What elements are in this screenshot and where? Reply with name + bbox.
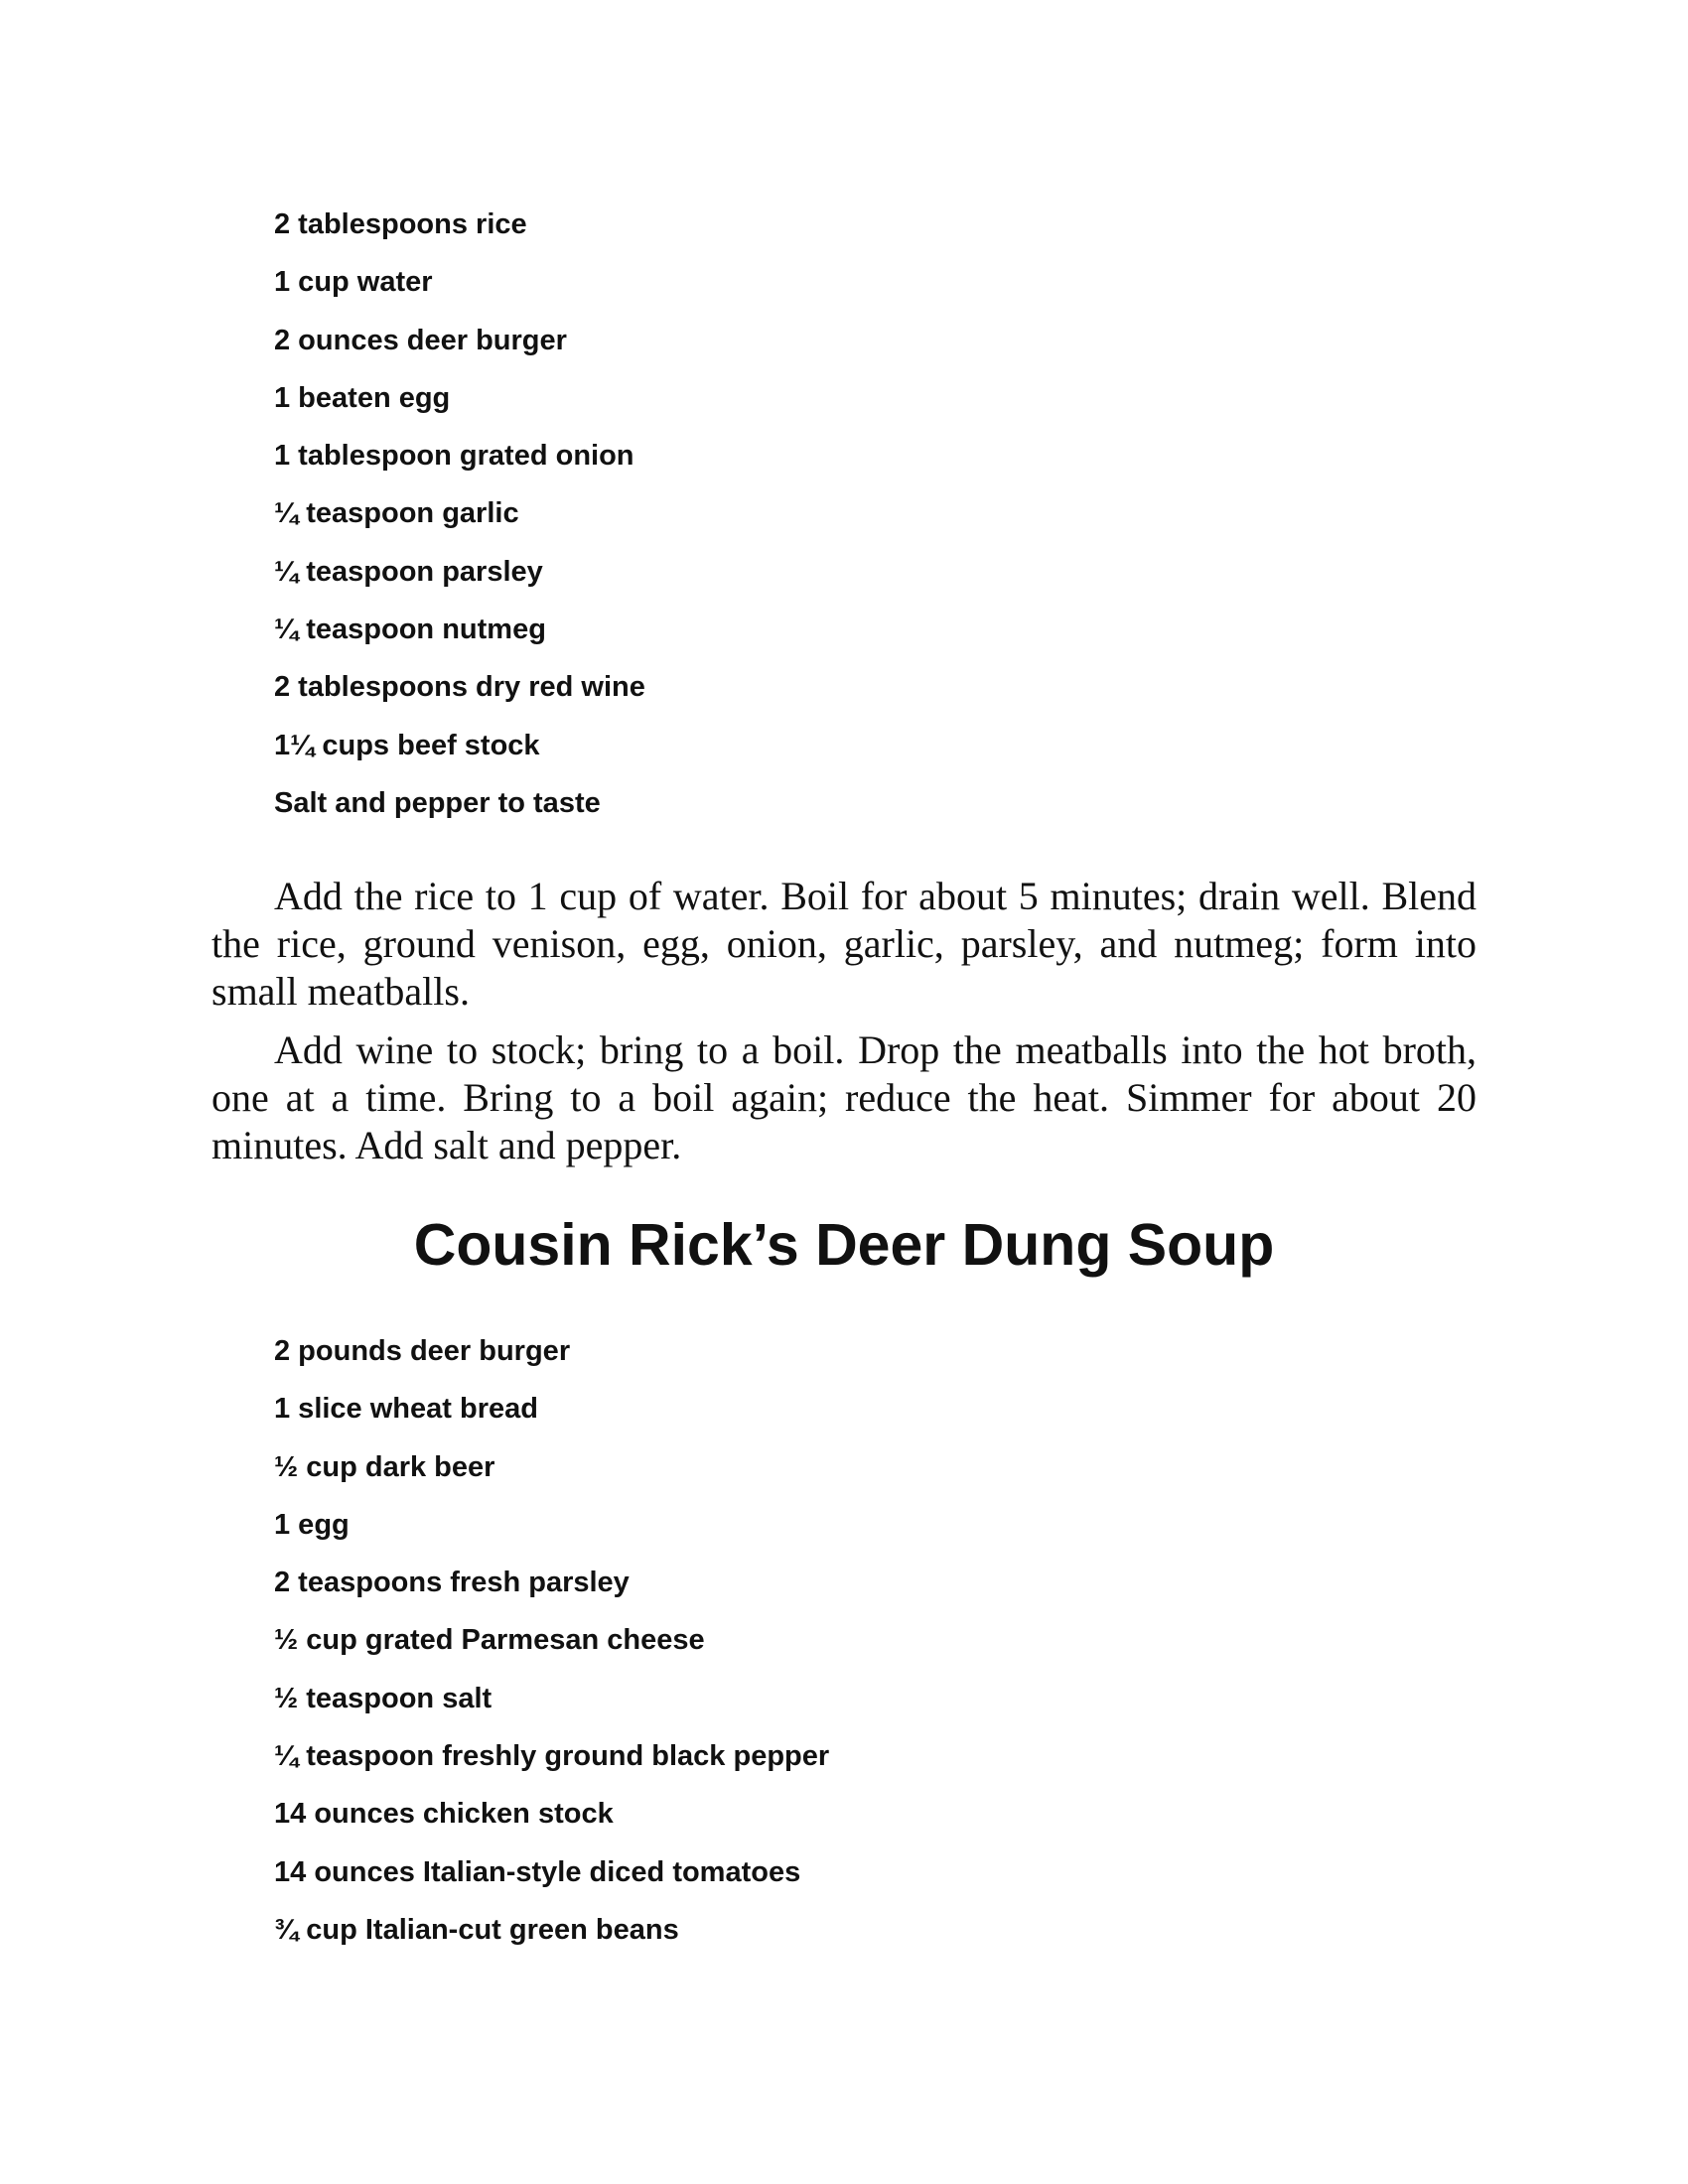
ingredient-item: 2 ounces deer burger (274, 324, 567, 356)
ingredient-item: 1¼ cups beef stock (274, 729, 540, 761)
ingredient-item: 14 ounces Italian-style diced tomatoes (274, 1855, 801, 1888)
instruction-paragraph: Add wine to stock; bring to a boil. Drop the meatballs into the hot broth, one at a time. Bring to a boil again; reduce the heat. Simmer for about 20 minutes. Add salt and pepper. (211, 1027, 1477, 1167)
ingredient-item: 1 tablespoon grated onion (274, 440, 634, 473)
ingredient-item: ½ cup grated Parmesan cheese (274, 1624, 705, 1657)
ingredient-item: ½ cup dark beer (274, 1450, 495, 1483)
ingredient-item: 1 slice wheat bread (274, 1393, 538, 1426)
instruction-paragraph: Add the rice to 1 cup of water. Boil for about 5 minutes; drain well. Blend the rice, ground venison, egg, onion, garlic, parsley, and nutmeg; form into small meatballs. (211, 874, 1477, 1014)
ingredient-item: 2 teaspoons fresh parsley (274, 1567, 630, 1599)
ingredient-item: 14 ounces chicken stock (274, 1798, 614, 1831)
recipe-title: Cousin Rick’s Deer Dung Soup (413, 1212, 1275, 1278)
ingredient-item: Salt and pepper to taste (274, 786, 601, 819)
ingredient-list (274, 1322, 829, 1959)
ingredient-item: ¼ teaspoon freshly ground black pepper (274, 1740, 830, 1773)
ingredient-item: ¼ teaspoon nutmeg (274, 614, 546, 646)
ingredient-item: 2 tablespoons rice (274, 208, 527, 240)
ingredient-item: 1 cup water (274, 266, 433, 299)
ingredient-item: ½ teaspoon salt (274, 1682, 492, 1714)
recipe-instructions (211, 873, 1477, 1180)
ingredient-item: ¼ teaspoon parsley (274, 555, 543, 588)
ingredient-item: 2 pounds deer burger (274, 1335, 571, 1367)
ingredient-item: 1 beaten egg (274, 381, 451, 414)
ingredient-item: ¼ teaspoon garlic (274, 497, 519, 530)
ingredient-list (274, 196, 645, 832)
ingredient-item: ¾ cup Italian-cut green beans (274, 1913, 679, 1946)
ingredient-item: 2 tablespoons dry red wine (274, 671, 645, 704)
ingredient-item: 1 egg (274, 1508, 350, 1541)
